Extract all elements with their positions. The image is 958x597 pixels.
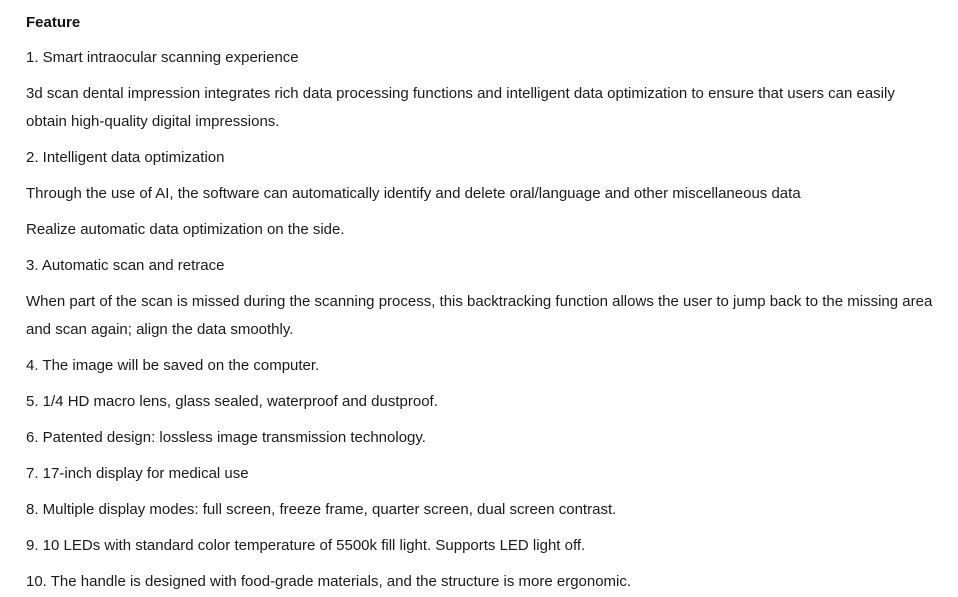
feature-item-4: 4. The image will be saved on the computer. bbox=[26, 357, 320, 375]
feature-item-2-description-continued: Realize automatic data optimization on the side. bbox=[26, 220, 345, 238]
feature-item-8: 8. Multiple display modes: full screen, freeze frame, quarter screen, dual screen contrast. bbox=[26, 501, 617, 519]
feature-item-2-description: Through the use of AI, the software can automatically identify and delete oral/language and other miscellaneous data bbox=[26, 184, 801, 202]
feature-item-9: 9. 10 LEDs with standard color temperature of 5500k fill light. Supports LED light off. bbox=[26, 537, 586, 555]
feature-item-10: 10. The handle is designed with food-grade materials, and the structure is more ergonomic. bbox=[26, 573, 632, 591]
feature-item-1-description: 3d scan dental impression integrates rich data processing functions and intelligent data optimization to ensure that users can easily obtain high-quality digital impressions. bbox=[26, 84, 895, 130]
feature-item-2: 2. Intelligent data optimization bbox=[26, 148, 225, 166]
feature-item-7: 7. 17-inch display for medical use bbox=[26, 465, 249, 483]
feature-item-6: 6. Patented design: lossless image transmission technology. bbox=[26, 429, 426, 447]
feature-item-3: 3. Automatic scan and retrace bbox=[26, 257, 225, 275]
page-title: Feature bbox=[26, 14, 81, 31]
feature-item-3-description: When part of the scan is missed during the scanning process, this backtracking function allows the user to jump back to the missing area and scan again; align the data smoothly. bbox=[26, 293, 933, 339]
feature-item-5: 5. 1/4 HD macro lens, glass sealed, waterproof and dustproof. bbox=[26, 393, 438, 411]
feature-item-1: 1. Smart intraocular scanning experience bbox=[26, 48, 299, 66]
